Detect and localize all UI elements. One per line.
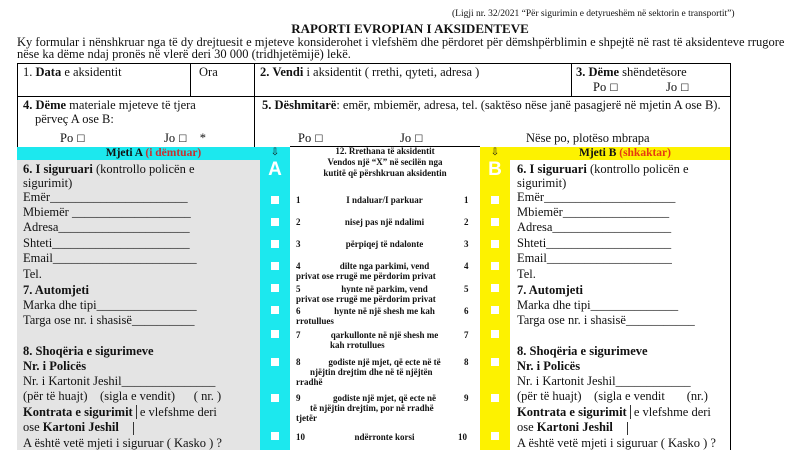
field-label: Nr. i Kartonit Jeshil [23, 374, 122, 388]
section-label: shëndetësore [619, 65, 687, 79]
field-line: ___________ [625, 313, 695, 327]
circumstance-number-left: 10 [296, 432, 305, 442]
accident-time-field[interactable] [199, 65, 218, 79]
injuries-no-option[interactable] [666, 80, 689, 96]
vehicle-a-field-adresa[interactable] [23, 220, 190, 234]
circumstance-9-checkbox-a[interactable] [271, 394, 279, 402]
circumstance-text: qarkullonte në një shesh me [330, 330, 439, 340]
material-damage-section [23, 98, 196, 126]
vehicle-b-automobile-heading: 7. Automjeti [517, 283, 583, 297]
material-damage-yes-checkbox[interactable]: ☐ [76, 134, 86, 145]
vehicle-a-header [17, 147, 290, 160]
witnesses-section [262, 98, 721, 112]
circumstance-text-cont2: tjetër [296, 413, 317, 423]
vehicle-b-field-email[interactable] [517, 251, 672, 265]
field-label: Kontrata e sigurimit [23, 405, 133, 419]
vehicle-b-checkbox-strip [480, 147, 510, 450]
accident-date-field[interactable] [23, 65, 122, 79]
circumstance-text: hynte në parkim, vend [341, 284, 428, 294]
field-label: Mbiemër [517, 205, 563, 219]
section-number: 1. [23, 65, 33, 79]
vehicle-b-kasko-question[interactable]: A është vetë mjeti i siguruar ( Kasko ) ? [517, 436, 716, 450]
section-number: 5. [262, 98, 272, 112]
asterisk: * [199, 131, 206, 145]
circumstances-title: 12. Rrethana të aksidentit [335, 146, 435, 156]
circumstance-number-right: 7 [464, 330, 469, 340]
circumstance-6-checkbox-a[interactable] [271, 306, 279, 314]
circumstance-text-cont: privat ose rrugë me përdorim privat [296, 271, 436, 281]
section-bold: Dëshmitar [274, 98, 331, 112]
witnesses-yes-option[interactable] [298, 131, 323, 147]
circumstance-number-left: 8 [296, 357, 301, 367]
section-bold: . I siguruari [523, 162, 587, 176]
vehicle-a-title: Mjeti A [105, 147, 143, 159]
field-label: Emër [23, 190, 51, 204]
circumstance-text-cont2: rradhë [296, 377, 323, 387]
vehicle-b-letter: B [488, 159, 502, 180]
circumstance-number-right: 2 [464, 217, 469, 227]
injuries-yes-checkbox[interactable]: ☐ [609, 83, 619, 94]
field-label: Emër [517, 190, 545, 204]
circumstance-text-cont: privat ose rrugë me përdorim privat [296, 294, 436, 304]
circumstance-number-left: 4 [296, 261, 301, 271]
circumstance-number-left: 3 [296, 239, 301, 249]
field-label: Adresa [517, 220, 553, 234]
circumstance-6-checkbox-b[interactable] [491, 306, 499, 314]
circumstance-text-cont: njëjtin drejtim dhe në të njëjtën [310, 367, 433, 377]
injuries-section [576, 65, 687, 79]
vehicle-a-kasko-question[interactable]: A është vetë mjeti i siguruar ( Kasko ) ? [23, 436, 222, 450]
field-label: Tel. [23, 267, 42, 281]
material-damage-no-option[interactable] [164, 131, 206, 147]
circumstance-text: godiste një mjet, që ecte në [333, 393, 436, 403]
field-line: ____________________ [546, 236, 672, 250]
circumstance-10-checkbox-b[interactable] [491, 432, 499, 440]
arrow-down-icon: ⇩ [270, 147, 280, 158]
vehicle-b-insured-heading-cont: sigurimit) [517, 176, 567, 190]
circumstance-3-checkbox-a[interactable] [271, 240, 279, 248]
circumstance-number-left: 7 [296, 330, 301, 340]
arrow-down-icon: ⇩ [490, 147, 500, 158]
circumstance-text: godiste një mjet, që ecte në të [328, 357, 441, 367]
vehicle-a-foreign-hint: (për të huajt) (sigla e vendit) ( nr. ) [23, 389, 222, 403]
vehicle-b-field-adresa[interactable] [517, 220, 671, 234]
witnesses-no-checkbox[interactable]: ☐ [414, 134, 424, 145]
circumstance-text-cont: kah rrotullues [330, 340, 385, 350]
accident-location-field[interactable] [260, 65, 479, 79]
field-label: Email [23, 251, 53, 265]
section-label: e aksidentit [61, 65, 122, 79]
vehicle-a-insured-heading [23, 162, 195, 176]
circumstance-2-checkbox-b[interactable] [491, 218, 499, 226]
field-label: Adresa [23, 220, 59, 234]
circumstance-number-left: 6 [296, 306, 301, 316]
circumstance-number-right: 9 [464, 393, 469, 403]
intro-line-2: nëse ka dëme ndaj pronës në vlerë deri 30 000 (tridhjetëmijë) lekë. [17, 47, 351, 61]
circumstance-4-checkbox-a[interactable] [271, 262, 279, 270]
field-line: _________________ [562, 205, 670, 219]
circumstance-9-checkbox-b[interactable] [491, 394, 499, 402]
circumstance-4-checkbox-b[interactable] [491, 262, 499, 270]
vehicle-a-policy-field[interactable]: Nr. i Policës [23, 359, 87, 373]
section-bold: Dëme [35, 98, 67, 112]
field-line: __________ [131, 313, 195, 327]
divider-left-right [254, 63, 255, 147]
field-label: Mbiemër [23, 205, 69, 219]
table-border-right [730, 63, 731, 450]
circumstance-number-right: 6 [464, 306, 469, 316]
yes-label: Po [60, 131, 74, 145]
circumstance-number-left: 1 [296, 195, 301, 205]
field-line: ___________________ [68, 205, 191, 219]
field-line: _____________________ [58, 220, 190, 234]
material-damage-no-checkbox[interactable]: ☐ [178, 134, 188, 145]
divider-place-injuries [571, 63, 572, 96]
divider-date-time [190, 63, 191, 96]
vehicle-a-insurer-heading: 8. Shoqëria e sigurimeve [23, 344, 154, 358]
vehicle-b-policy-field[interactable]: Nr. i Policës [517, 359, 581, 373]
circumstance-number-right: 3 [464, 239, 469, 249]
section-number: 3. [576, 65, 586, 79]
circumstance-3-checkbox-b[interactable] [491, 240, 499, 248]
section-bold: Dëme [588, 65, 620, 79]
field-line: ________________ [96, 298, 197, 312]
witnesses-yes-checkbox[interactable]: ☐ [314, 134, 324, 145]
vehicle-a-plate-field[interactable] [23, 313, 194, 327]
section-number: 4. [23, 98, 33, 112]
field-line: ___________________ [552, 220, 672, 234]
vehicle-b-header [480, 147, 730, 160]
field-label: Kartoni Jeshil [536, 420, 613, 434]
field-prefix: ose [23, 420, 43, 434]
field-prefix: ose [517, 420, 537, 434]
law-reference: (Ligji nr. 32/2021 “Për sigurimin e detyrueshëm në sektorin e transportit”) [452, 9, 735, 19]
field-line: _______________________ [52, 251, 197, 265]
circumstance-text: dilte nga parkimi, vend [339, 261, 430, 271]
circumstance-8-checkbox-b[interactable] [491, 358, 499, 366]
circumstance-number-left: 2 [296, 217, 301, 227]
vehicle-b-contract-field[interactable] [517, 405, 711, 419]
circumstance-number-right: 4 [464, 261, 469, 271]
injuries-no-checkbox[interactable]: ☐ [680, 83, 690, 94]
section-number: 6 [517, 162, 524, 176]
field-label: Email [517, 251, 547, 265]
field-label-cont: e vlefshme deri [630, 405, 711, 419]
field-label-cont: e vlefshme deri [136, 405, 217, 419]
intro-text [17, 36, 784, 60]
circumstance-number-left: 9 [296, 393, 301, 403]
circumstance-7-checkbox-a[interactable] [271, 330, 279, 338]
section-label: : emër, mbiemër, adresa, tel. (saktëso nëse janë pasagjerë në mjetin A ose B). [336, 98, 721, 112]
vehicle-a-automobile-heading: 7. Automjeti [23, 283, 89, 297]
vehicle-b-field-shteti[interactable] [517, 236, 671, 250]
vehicle-b-green-card-validity[interactable] [517, 420, 628, 435]
section-bold: Vendi [272, 65, 304, 79]
circumstance-number-right: 1 [464, 195, 469, 205]
field-label: Targa ose nr. i shasisë [517, 313, 626, 327]
vehicle-b-insured-heading [517, 162, 689, 176]
circumstance-8-checkbox-a[interactable] [271, 358, 279, 366]
vehicle-a-letter: A [268, 159, 282, 180]
yes-label: Po [593, 80, 607, 94]
circumstance-10-checkbox-a[interactable] [271, 432, 279, 440]
vehicle-a-make-field[interactable] [23, 298, 197, 312]
field-label: Nr. i Kartonit Jeshil [517, 374, 616, 388]
field-label: Shteti [23, 236, 53, 250]
section-bold-suffix: ë [330, 98, 337, 112]
field-line: ____________ [615, 374, 691, 388]
circumstance-number-right: 8 [464, 357, 469, 367]
circumstance-number-right: 5 [464, 284, 469, 294]
circumstances-heading [292, 146, 478, 179]
vehicle-b-plate-field[interactable] [517, 313, 695, 327]
section-label-cont: përveç A ose B: [35, 112, 114, 126]
vehicle-b-field-tel[interactable] [517, 267, 536, 281]
document-title: RAPORTI EVROPIAN I AKSIDENTEVE [291, 21, 529, 36]
vehicle-b-green-card-field[interactable] [517, 374, 691, 388]
field-line: ______________________ [50, 190, 188, 204]
section-bold: Data [35, 65, 62, 79]
table-border-top [17, 63, 731, 64]
section-label: i aksidentit ( rrethi, qyteti, adresa ) [303, 65, 480, 79]
circumstance-number-left: 5 [296, 284, 301, 294]
section-label: materiale mjeteve të tjera [66, 98, 196, 112]
injuries-yes-option[interactable] [593, 80, 618, 96]
field-label: Kartoni Jeshil [42, 420, 119, 434]
circumstance-text: hynte në një shesh me kah [334, 306, 435, 316]
field-label: Kontrata e sigurimit [517, 405, 627, 419]
circumstance-1-checkbox-b[interactable] [491, 196, 499, 204]
circumstance-5-checkbox-b[interactable] [491, 284, 499, 292]
no-label: Jo [400, 131, 412, 145]
circumstance-text: nisej pas një ndalimi [344, 217, 425, 227]
section-bold: . I siguruari [29, 162, 93, 176]
circumstance-2-checkbox-a[interactable] [271, 218, 279, 226]
section-label: (kontrollo policën e [586, 162, 689, 176]
no-label: Jo [666, 80, 678, 94]
circumstance-text: përpiqej të ndalonte [345, 239, 424, 249]
circumstance-text-cont: rrotullues [296, 316, 334, 326]
vehicle-b-field-emr[interactable] [517, 190, 675, 204]
field-label: Marka dhe tipi [517, 298, 591, 312]
field-line: _____________________ [544, 190, 676, 204]
circumstance-number-right: 10 [458, 432, 467, 442]
table-border-row [17, 96, 731, 97]
field-line: ______________________ [52, 236, 190, 250]
circumstances-instruction: Vendos një “X” në secilën nga [327, 157, 443, 167]
vehicle-a-field-email[interactable] [23, 251, 197, 265]
circumstance-text: I ndaluar/I parkuar [346, 195, 423, 205]
vehicle-a-field-shteti[interactable] [23, 236, 190, 250]
circumstance-5-checkbox-a[interactable] [271, 284, 279, 292]
vehicle-a-subtitle: (i dëmtuar) [145, 147, 202, 159]
witnesses-no-option[interactable] [400, 131, 423, 147]
yes-label: Po [298, 131, 312, 145]
no-label: Jo [164, 131, 176, 145]
field-divider [133, 422, 134, 435]
field-line: _______________ [121, 374, 216, 388]
time-label: Ora [199, 65, 218, 79]
witnesses-note: Nëse po, plotëso mbrapa [526, 131, 650, 145]
section-number: 2. [260, 65, 270, 79]
vehicle-a-green-card-field[interactable] [23, 374, 215, 388]
field-line: ______________ [590, 298, 679, 312]
circumstance-text: ndërronte korsi [354, 432, 415, 442]
vehicle-a-field-emr[interactable] [23, 190, 188, 204]
vehicle-b-subtitle: (shkaktar) [619, 147, 671, 159]
circumstances-instruction-cont: kutitë që përshkruan aksidentin [323, 168, 447, 178]
intro-line-1: Ky formular i nënshkruar nga të dy drejtuesit e mjeteve konsiderohet i vlefshëm dhe përdoret për dëmshpërblimin e shpejtë në rast të aksidenteve rrugore [17, 35, 785, 49]
vehicle-b-field-mbiemr[interactable] [517, 205, 669, 219]
vehicle-a-field-mbiemr[interactable] [23, 205, 191, 219]
field-line: ____________________ [546, 251, 672, 265]
vehicle-b-insurer-heading: 8. Shoqëria e sigurimeve [517, 344, 648, 358]
vehicle-b-title: Mjeti B [579, 147, 617, 159]
circumstance-7-checkbox-b[interactable] [491, 330, 499, 338]
field-label: Targa ose nr. i shasisë [23, 313, 132, 327]
circumstance-1-checkbox-a[interactable] [271, 196, 279, 204]
vehicle-a-checkbox-strip [260, 147, 290, 450]
vehicle-b-foreign-hint: (për të huajt) (sigla e vendit (nr.) [517, 389, 708, 403]
field-label: Marka dhe tipi [23, 298, 97, 312]
field-label: Tel. [517, 267, 536, 281]
section-label: (kontrollo policën e [92, 162, 195, 176]
vehicle-a-insured-heading-cont: sigurimit) [23, 176, 73, 190]
field-label: Shteti [517, 236, 547, 250]
vehicle-a-contract-field[interactable] [23, 405, 217, 419]
vehicle-a-field-tel[interactable] [23, 267, 42, 281]
material-damage-yes-option[interactable] [60, 131, 85, 147]
vehicle-b-make-field[interactable] [517, 298, 678, 312]
vehicle-a-green-card-validity[interactable] [23, 420, 134, 435]
circumstance-text-cont: të njëjtin drejtim, por në rradhë [310, 403, 434, 413]
section-number: 6 [23, 162, 30, 176]
field-divider [627, 422, 628, 435]
